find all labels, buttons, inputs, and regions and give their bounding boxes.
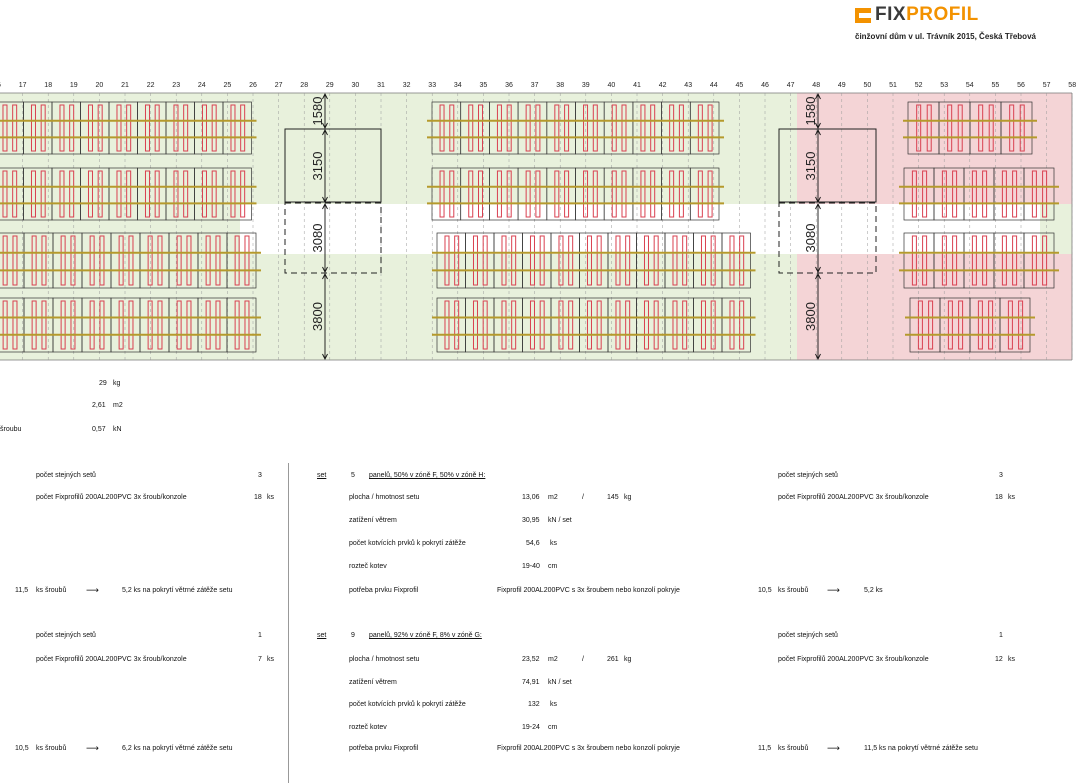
right-bottom-same-sets-label: počet stejných setů [778,632,838,639]
page-subtitle: činžovní dům v ul. Trávník 2015, Česká Třebová [855,32,1036,41]
column-label: 42 [658,82,667,89]
right-bottom-fix-value: 12 [995,656,1003,663]
right-top-fix-label: počet Fixprofilů 200AL200PVC 3x šroub/konzole [778,494,929,501]
column-label: 29 [325,82,334,89]
dimension-label: 3080 [803,223,818,253]
set2-area-value: 23,52 [522,656,540,663]
column-label: 39 [581,82,590,89]
column-label: 50 [863,82,872,89]
brand-part2: PROFIL [906,4,979,25]
set1-spacing-label: rozteč kotev [349,563,387,570]
set2-label: set [317,632,327,639]
right-top-fix-value: 18 [995,494,1003,501]
set1-anchors-label: počet kotvících prvků k pokrytí zátěže [349,540,466,547]
column-label: 24 [197,82,206,89]
zone-g-background [1040,204,1072,254]
column-label: 57 [1042,82,1051,89]
set1-arrow-icon: ⟶ [827,585,840,595]
left-bottom-screws-label: ks šroubů [36,745,67,752]
set1-screws-label: ks šroubů [778,587,809,594]
left-bottom-same-sets-label: počet stejných setů [36,632,96,639]
left-top-arrow-icon: ⟶ [86,585,99,595]
set2-anchors-unit: ks [550,701,557,708]
column-label: 54 [965,82,974,89]
set1-wind-unit: kN / set [548,517,572,524]
right-top-same-sets-label: počet stejných setů [778,472,838,479]
dimension-label: 1580 [803,96,818,126]
column-label: 17 [18,82,27,89]
right-top-same-sets-value: 3 [999,472,1003,479]
column-label [0,82,1,89]
set2-anchors-value: 132 [528,701,540,708]
column-label: 58 [1068,82,1077,89]
column-label: 25 [223,82,232,89]
set1-need-label: potřeba prvku Fixprofil [349,587,419,594]
column-label: 34 [453,82,462,89]
column-label: 51 [889,82,897,89]
screw-value: 0,57 [92,426,106,433]
left-bottom-screws-value: 10,5 [15,745,29,752]
screw-unit: kN [113,426,122,433]
column-label: 31 [377,82,385,89]
set2-mass-value: 261 [607,656,619,663]
set1-mass-unit: kg [624,494,632,501]
column-label: 45 [735,82,744,89]
column-label: 44 [709,82,718,89]
dimension-label: 3080 [310,223,325,253]
set1-wind-label: zatížení větrem [349,517,397,524]
roof-layout-drawing [0,0,1090,370]
left-bottom-fix-value: 7 [258,656,262,663]
left-top-same-sets-value: 3 [258,472,262,479]
weight-value: 29 [99,380,107,387]
set2-wind-value: 74,91 [522,679,540,686]
set2-anchors-label: počet kotvících prvků k pokrytí zátěže [349,701,466,708]
set2-spacing-label: rozteč kotev [349,724,387,731]
column-label: 22 [146,82,155,89]
column-label: 36 [505,82,513,89]
column-label: 56 [1017,82,1025,89]
column-label: 26 [249,82,257,89]
dimension-label: 1580 [310,96,325,126]
left-top-screws-value: 11,5 [15,587,29,594]
set2-wind-unit: kN / set [548,679,572,686]
column-label: 20 [95,82,104,89]
column-label: 27 [274,82,283,89]
set1-spacing-value: 19-40 [522,563,540,570]
right-bottom-fix-label: počet Fixprofilů 200AL200PVC 3x šroub/konzole [778,656,929,663]
set2-spacing-value: 19-24 [522,724,540,731]
set2-arrow-icon: ⟶ [827,743,840,753]
right-bottom-same-sets-value: 1 [999,632,1003,639]
column-label: 53 [940,82,949,89]
set2-wind-label: zatížení větrem [349,679,397,686]
set1-number: 5 [351,472,355,479]
column-label: 28 [300,82,309,89]
column-label: 52 [914,82,923,89]
set2-need-value: Fixprofil 200AL200PVC s 3x šroubem nebo konzolí pokryje [497,745,680,752]
column-label: 41 [633,82,641,89]
section-divider [288,463,289,783]
left-top-fix-unit: ks [267,494,274,501]
area-value: 2,61 [92,402,106,409]
left-top-same-sets-label: počet stejných setů [36,472,96,479]
dimension-label: 3800 [803,302,818,331]
left-top-screws-label: ks šroubů [36,587,67,594]
set2-mass-unit: kg [624,656,632,663]
set2-need-label: potřeba prvku Fixprofil [349,745,419,752]
dimension-label: 3150 [803,151,818,181]
set1-spacing-unit: cm [548,563,558,570]
set2-area-unit: m2 [548,656,558,663]
column-label: 46 [761,82,769,89]
gap-band [240,204,1040,254]
column-label: 40 [607,82,616,89]
set1-need-value: Fixprofil 200AL200PVC s 3x šroubem nebo konzolí pokryje [497,587,680,594]
set1-wind-value: 30,95 [522,517,540,524]
set1-anchors-unit: ks [550,540,557,547]
set2-title: panelů, 92% v zóně F, 8% v zóně G: [369,632,482,639]
set1-mass-value: 145 [607,494,619,501]
set2-screws-label: ks šroubů [778,745,809,752]
set1-title: panelů, 50% v zóně F, 50% v zóně H: [369,472,486,479]
left-top-fix-value: 18 [254,494,262,501]
column-label: 32 [402,82,411,89]
set1-screws-value: 10,5 [758,587,772,594]
column-label: 21 [121,82,129,89]
left-bottom-fix-unit: ks [267,656,274,663]
set1-slash: / [582,494,584,501]
set1-area-value: 13,06 [522,494,540,501]
column-label: 18 [44,82,53,89]
set1-label: set [317,472,327,479]
column-label: 38 [556,82,565,89]
dimension-label: 3800 [310,302,325,331]
set1-anchors-value: 54,6 [526,540,540,547]
column-label: 37 [530,82,539,89]
column-label: 33 [428,82,437,89]
left-bottom-same-sets-value: 1 [258,632,262,639]
column-label: 49 [837,82,846,89]
left-bottom-arrow-icon: ⟶ [86,743,99,753]
column-label: 30 [351,82,360,89]
screw-label: šroubu [0,426,22,433]
column-label: 55 [991,82,1000,89]
set2-number: 9 [351,632,355,639]
right-top-fix-unit: ks [1008,494,1015,501]
set1-area-label: plocha / hmotnost setu [349,494,420,501]
area-unit: m2 [113,402,123,409]
column-label: 47 [786,82,795,89]
set2-slash: / [582,656,584,663]
column-label: 48 [812,82,821,89]
column-label: 23 [172,82,181,89]
left-top-result: 5,2 ks na pokrytí větrné zátěže setu [122,587,233,594]
column-label: 35 [479,82,488,89]
left-bottom-result: 6,2 ks na pokrytí větrné zátěže setu [122,745,233,752]
set2-screws-value: 11,5 [758,745,772,752]
set1-area-unit: m2 [548,494,558,501]
set1-result: 5,2 ks [864,587,883,594]
column-label: 19 [69,82,78,89]
left-bottom-fix-label: počet Fixprofilů 200AL200PVC 3x šroub/konzole [36,656,187,663]
set2-spacing-unit: cm [548,724,558,731]
set2-result: 11,5 ks na pokrytí větrné zátěže setu [864,745,978,752]
weight-unit: kg [113,380,121,387]
left-top-fix-label: počet Fixprofilů 200AL200PVC 3x šroub/konzole [36,494,187,501]
brand-part1: FIX [875,4,907,25]
right-bottom-fix-unit: ks [1008,656,1015,663]
dimension-label: 3150 [310,151,325,181]
column-label: 43 [684,82,693,89]
set2-area-label: plocha / hmotnost setu [349,656,420,663]
